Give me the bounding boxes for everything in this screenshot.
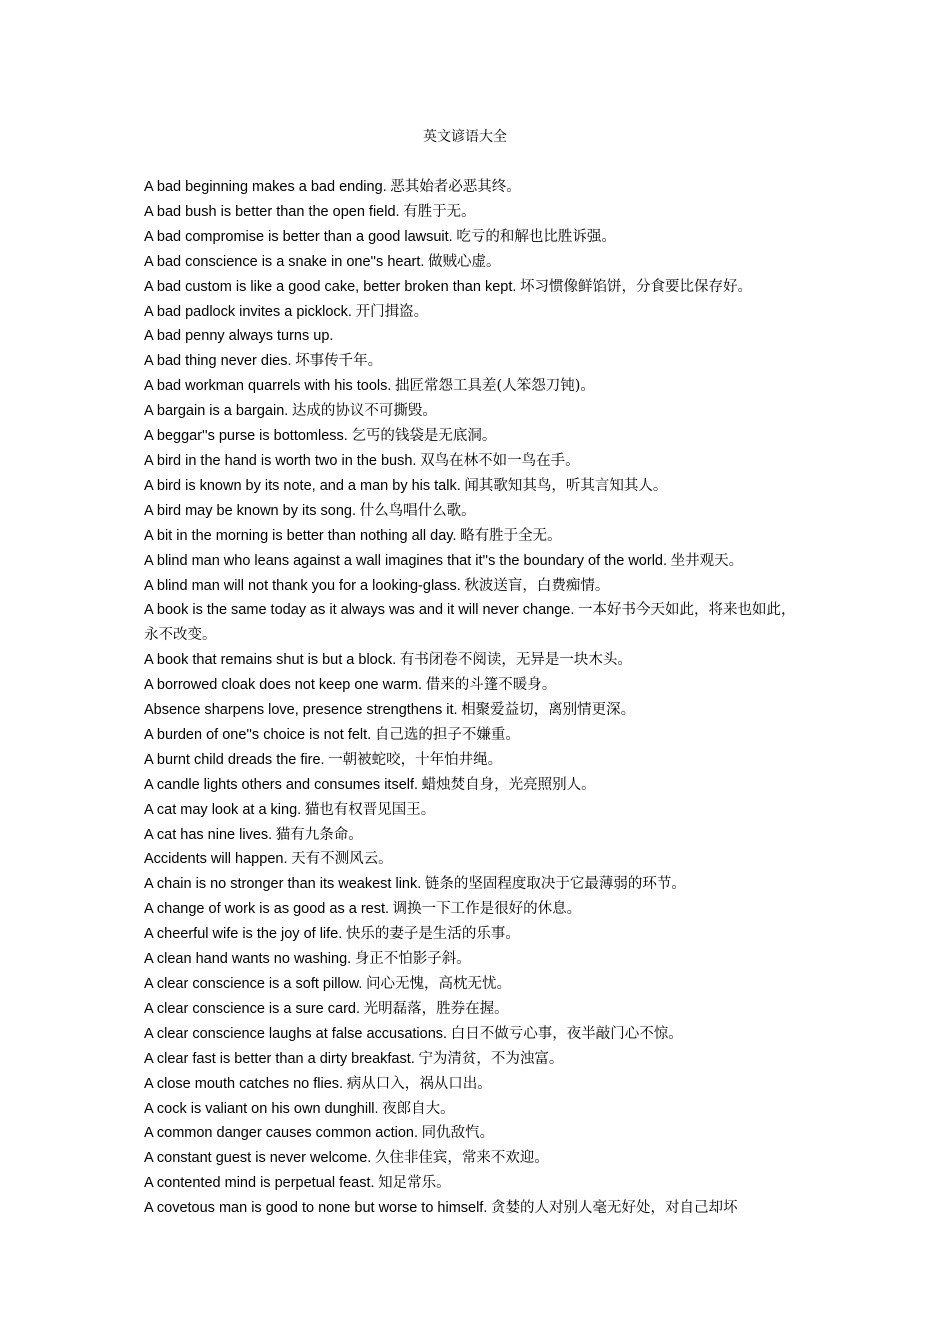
proverb-entry [144,723,808,748]
proverb-entry [144,1047,808,1072]
proverb-chinese: 双鸟在林不如一鸟在手。 [420,452,580,469]
proverb-english: A clear conscience is a soft pillow. [144,976,363,992]
proverb-chinese: 光明磊落，胜券在握。 [363,1000,509,1017]
proverb-entry [144,499,808,524]
proverb-english: A cheerful wife is the joy of life. [144,926,343,943]
proverb-english: A constant guest is never welcome. [144,1150,372,1167]
proverb-entry [144,474,808,499]
proverb-english: A burden of one''s choice is not felt. [144,726,372,743]
proverb-entry [144,424,808,449]
proverb-chinese: 什么鸟唱什么歌。 [359,502,476,519]
proverb-entry [144,250,808,275]
proverb-english: A clean hand wants no washing. [144,951,352,968]
proverb-english: A bit in the morning is better than nothing all day. [144,527,457,544]
proverb-chinese: 夜郎自大。 [382,1100,455,1117]
proverb-english: A covetous man is good to none but worse to himself. [144,1200,488,1217]
proverb-chinese: 借来的斗篷不暖身。 [425,677,557,694]
proverb-english: A chain is no stronger than its weakest link. [144,876,422,893]
proverb-english: A bad beginning makes a bad ending. [144,179,387,195]
proverb-chinese: 天有不测风云。 [291,851,393,868]
proverb-entry [144,922,808,947]
proverb-english: A bird in the hand is worth two in the bush. [144,452,417,469]
proverb-chinese: 病从口入，祸从口出。 [346,1075,492,1092]
proverb-chinese: 宁为清贫，不为浊富。 [418,1050,564,1067]
proverb-chinese: 自己选的担子不嫌重。 [374,726,520,743]
proverb-chinese: 知足常乐。 [378,1175,451,1192]
proverb-entry [144,598,808,648]
proverb-english: A cock is valiant on his own dunghill. [144,1100,379,1117]
proverb-english: Accidents will happen. [144,851,288,868]
proverb-entry [144,200,808,225]
proverb-chinese: 坏事传千年。 [295,353,383,370]
proverb-english: A common danger causes common action. [144,1125,419,1142]
proverb-chinese: 吃亏的和解也比胜诉强。 [456,228,616,245]
proverb-english: A cat may look at a king. [144,801,302,818]
proverb-english: A blind man who leans against a wall imagines that it''s the boundary of the world. [144,552,668,569]
proverb-chinese: 调换一下工作是很好的休息。 [392,901,582,918]
document-title: 英文谚语大全 [423,129,507,145]
proverb-english: A candle lights others and consumes itself. [144,776,419,793]
proverb-chinese: 一朝被蛇咬，十年怕井绳。 [328,751,503,768]
proverb-entry [144,698,808,723]
proverb-english: A clear conscience is a sure card. [144,1000,360,1017]
proverb-chinese: 有书闭卷不阅读，无异是一块木头。 [399,652,632,669]
proverb-chinese: 达成的协议不可撕毁。 [291,403,437,420]
proverb-chinese: 略有胜于全无。 [460,527,562,544]
proverb-entry [144,947,808,972]
proverb-entry [144,399,808,424]
proverb-list [144,175,808,1221]
proverb-english: A bird may be known by its song. [144,502,356,519]
proverb-english: A clear fast is better than a dirty breakfast. [144,1050,415,1067]
proverb-chinese: 恶其始者必恶其终。 [390,179,521,195]
proverb-entry [144,773,808,798]
proverb-entry [144,673,808,698]
proverb-chinese: 一本好书今天如此，将来也如此，永不改变。 [144,602,796,644]
proverb-english: A bad compromise is better than a good lawsuit. [144,228,453,245]
proverb-chinese: 秋波送盲，白费痴情。 [464,577,610,594]
proverb-entry [144,997,808,1022]
proverb-chinese: 贪婪的人对别人毫无好处，对自己却坏 [491,1200,738,1217]
proverb-chinese: 同仇敌忾。 [421,1125,495,1142]
proverb-entry [144,549,808,574]
proverb-chinese: 链条的坚固程度取决于它最薄弱的环节。 [424,876,686,893]
proverb-chinese: 蜡烛焚自身，光亮照别人。 [421,776,596,793]
proverb-entry [144,897,808,922]
proverb-chinese: 猫也有权晋见国王。 [304,801,436,818]
proverb-english: A book that remains shut is but a block. [144,652,397,669]
proverb-english: A bad bush is better than the open field. [144,203,400,220]
proverb-entry [144,175,808,200]
proverb-entry [144,300,808,325]
proverb-english: A bad custom is like a good cake, better broken than kept. [144,278,517,295]
proverb-english: A bad padlock invites a picklock. [144,303,352,320]
proverb-chinese: 久住非佳宾，常来不欢迎。 [374,1150,549,1167]
proverb-english: A change of work is as good as a rest. [144,901,390,918]
proverb-english: A close mouth catches no flies. [144,1075,344,1092]
proverb-entry [144,872,808,897]
proverb-chinese: 闻其歌知其鸟，听其言知其人。 [464,477,668,494]
proverb-english: A bad penny always turns up. [144,328,334,345]
proverb-entry [144,374,808,399]
proverb-english: A clear conscience laughs at false accusations. [144,1025,448,1042]
proverb-chinese: 乞丐的钱袋是无底洞。 [351,428,497,445]
proverb-entry [144,1072,808,1097]
proverb-chinese: 坐井观天。 [670,552,744,569]
proverb-entry [144,324,808,349]
proverb-entry [144,847,808,872]
proverb-english: A beggar''s purse is bottomless. [144,428,348,445]
proverb-english: A burnt child dreads the fire. [144,751,325,768]
proverb-entry [144,972,808,997]
proverb-entry [144,1097,808,1122]
proverb-entry [144,1171,808,1196]
proverb-english: A bird is known by its note, and a man by his talk. [144,477,461,494]
proverb-entry [144,823,808,848]
proverb-entry [144,1146,808,1171]
proverb-chinese: 拙匠常怨工具差(人笨怨刀钝)。 [395,378,595,395]
proverb-chinese: 白日不做亏心事，夜半敲门心不惊。 [450,1025,683,1042]
proverb-entry [144,1196,808,1221]
proverb-chinese: 猫有九条命。 [275,826,363,843]
proverb-english: A cat has nine lives. [144,826,273,843]
proverb-entry [144,574,808,599]
proverb-entry [144,748,808,773]
proverb-chinese: 坏习惯像鲜馅饼，分食要比保存好。 [520,278,753,295]
proverb-english: A bargain is a bargain. [144,403,289,420]
proverb-entry [144,1022,808,1047]
proverb-entry [144,225,808,250]
proverb-chinese: 相聚爱益切，离别情更深。 [461,702,636,719]
proverb-english: A borrowed cloak does not keep one warm. [144,677,423,694]
proverb-chinese: 有胜于无。 [403,203,476,220]
proverb-english: A bad conscience is a snake in one''s heart. [144,253,425,270]
proverb-chinese: 身正不怕影子斜。 [354,951,471,968]
proverb-english: A contented mind is perpetual feast. [144,1175,375,1192]
proverb-english: A bad thing never dies. [144,353,292,370]
proverb-chinese: 问心无愧，高枕无忧。 [366,976,512,992]
proverb-english: Absence sharpens love, presence strengthens it. [144,702,458,719]
proverb-entry [144,449,808,474]
proverb-entry [144,275,808,300]
proverb-entry [144,349,808,374]
proverb-entry [144,648,808,673]
proverb-english: A blind man will not thank you for a looking-glass. [144,577,461,594]
proverb-chinese: 开门揖盗。 [355,303,429,320]
proverb-entry [144,524,808,549]
proverb-entry [144,798,808,823]
proverb-chinese: 快乐的妻子是生活的乐事。 [345,926,520,943]
proverb-entry [144,1121,808,1146]
proverb-chinese: 做贼心虚。 [428,253,501,270]
proverb-english: A book is the same today as it always was and it will never change. [144,602,575,619]
proverb-english: A bad workman quarrels with his tools. [144,378,392,395]
